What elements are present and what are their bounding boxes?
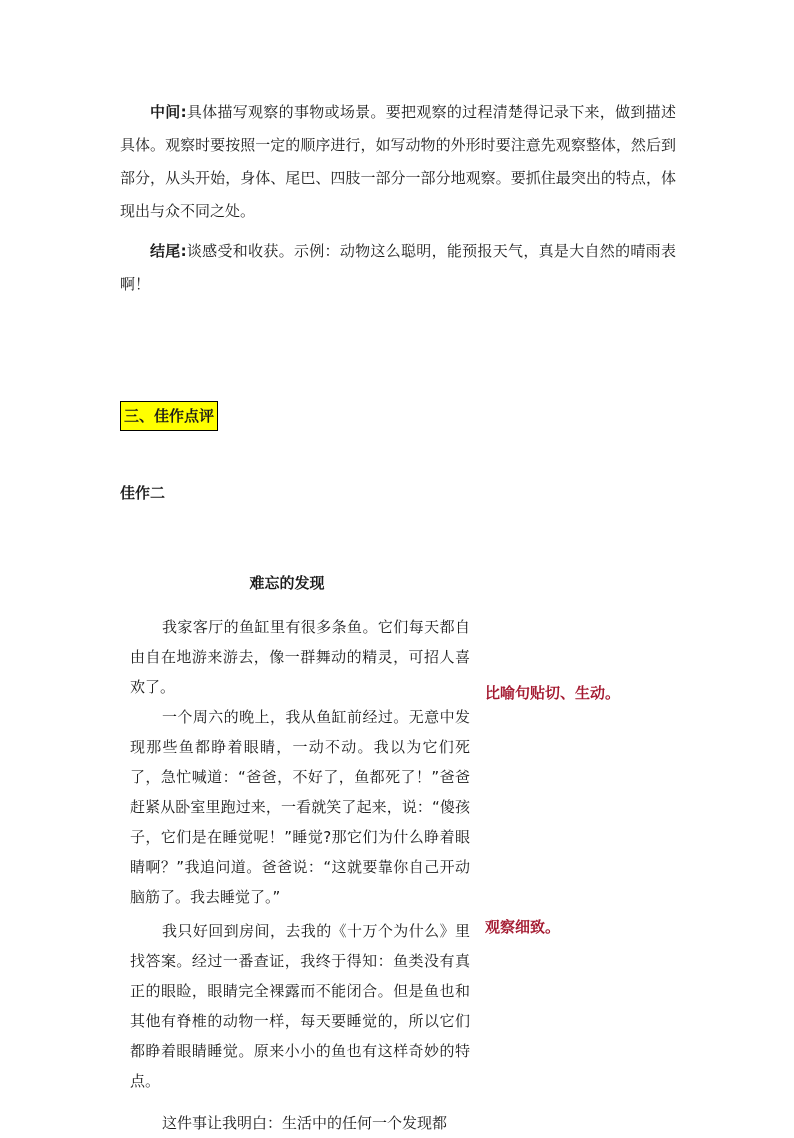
essay-paragraph-3: 我只好回到房间，去我的《十万个为什么》里找答案。经过一番查证，我终于得知：鱼类没有真正的眼睑，眼睛完全裸露而不能闭合。但是鱼也和其他有脊椎的动物一样，每天要睡觉的，所以它们都睁着眼睛睡觉。原来小小的鱼也有这样奇妙的特点。 [130, 922, 470, 1090]
essay-title: 难忘的发现 [249, 574, 325, 592]
end-label: 结尾 [150, 242, 181, 260]
section-heading: 三、佳作点评 [120, 401, 218, 431]
end-separator: : [180, 242, 187, 260]
essay-paragraph-2: 一个周六的晚上，我从鱼缸前经过。无意中发现那些鱼都睁着眼睛，一动不动。我以为它们死了，急忙喊道：“爸爸，不好了，鱼都死了！”爸爸赶紧从卧室里跑过来，一看就笑了起来，说：“傻孩子，它们是在睡觉呢！”睡觉?那它们为什么睁着眼睛啊？”我追问道。爸爸说：“这就要靠你自己开动脑筋了。我去睡觉了。” [130, 708, 470, 906]
margin-comment-simile: 比喻句贴切、生动。 [485, 684, 621, 702]
middle-separator: : [180, 103, 187, 121]
essay-paragraph-1: 我家客厅的鱼缸里有很多条鱼。它们每天都自由自在地游来游去，像一群舞动的精灵，可招人喜欢了。 [130, 618, 470, 696]
end-text: 谈感受和收获。示例：动物这么聪明，能预报天气，真是大自然的晴雨表啊！ [120, 242, 676, 293]
essay-paragraph-4: 这件事让我明白：生活中的任何一个发现都 [162, 1114, 448, 1132]
middle-text: 具体描写观察的事物或场景。要把观察的过程清楚得记录下来，做到描述具体。观察时要按照一定的顺序进行，如写动物的外形时要注意先观察整体，然后到部分，从头开始，身体、尾巴、四肢一部分一部分地观察。要抓住最突出的特点，体现出与众不同之处。 [120, 103, 676, 220]
guide-middle-paragraph [120, 96, 676, 228]
margin-comment-observation: 观察细致。 [485, 918, 561, 936]
guide-end-paragraph [120, 235, 676, 301]
section-subheading: 佳作二 [120, 484, 166, 502]
middle-label: 中间 [150, 103, 181, 121]
